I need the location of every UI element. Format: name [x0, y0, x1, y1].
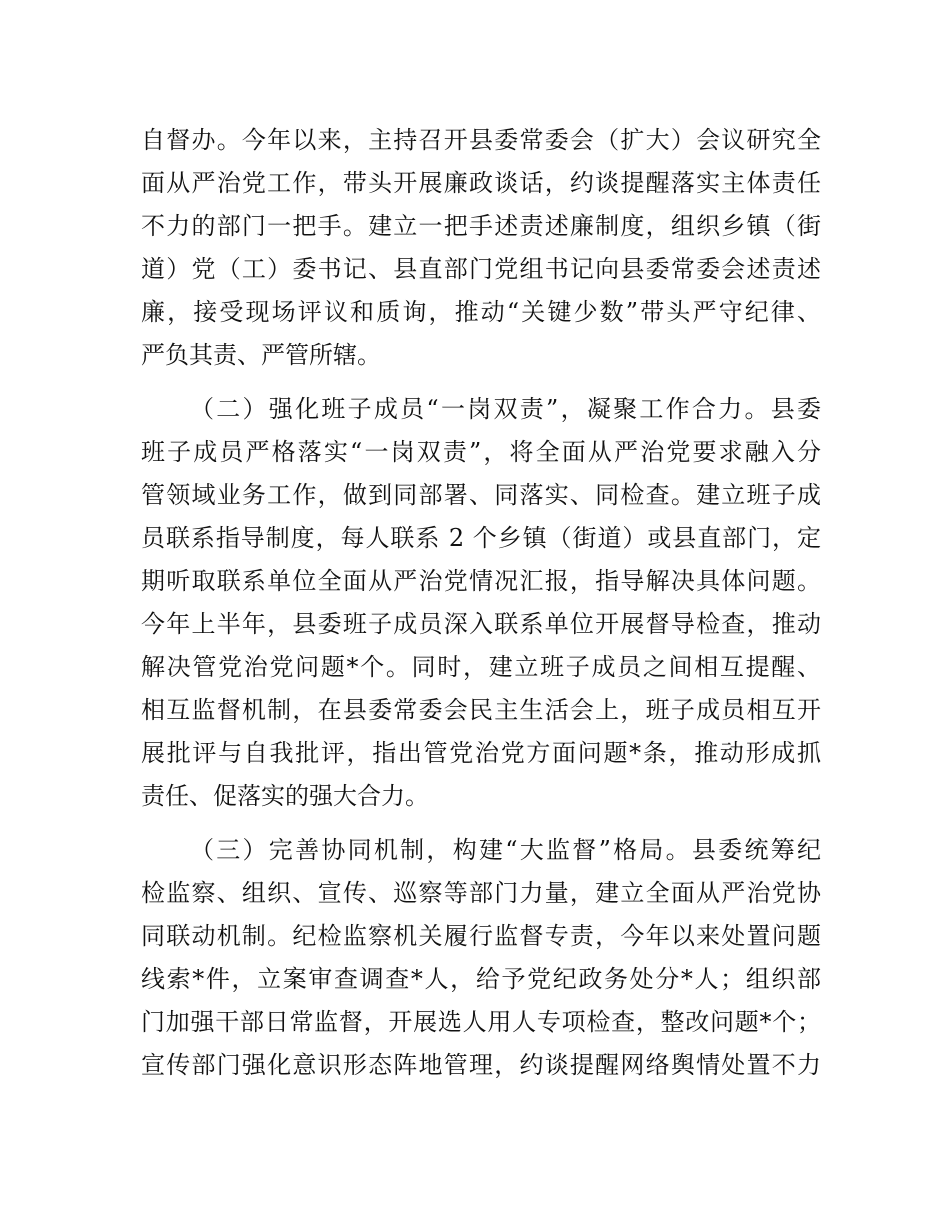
text-line: 廉，接受现场评议和质询，推动“关键少数”带头严守纪律、	[141, 298, 821, 326]
text-line: 员联系指导制度，每人联系 2 个乡镇（街道）或县直部门，定	[141, 524, 821, 552]
text-line: 门加强干部日常监督，开展选人用人专项检查，整改问题*个；	[141, 1008, 821, 1036]
text-line: 责任、促落实的强大合力。	[141, 782, 429, 810]
text-line: 严负其责、严管所辖。	[141, 341, 381, 369]
text-line: 解决管党治党问题*个。同时，建立班子成员之间相互提醒、	[141, 653, 821, 681]
text-line: 今年上半年，县委班子成员深入联系单位开展督导检查，推动	[141, 610, 821, 638]
text-line: 线索*件，立案审查调查*人，给予党纪政务处分*人；组织部	[141, 965, 821, 993]
text-line: 管领域业务工作，做到同部署、同落实、同检查。建立班子成	[141, 481, 821, 509]
text-line: 面从严治党工作，带头开展廉政谈话，约谈提醒落实主体责任	[141, 169, 821, 197]
paragraph-heading-line: （二）强化班子成员“一岗双责”，凝聚工作合力。县委	[190, 395, 821, 423]
text-line: 道）党（工）委书记、县直部门党组书记向县委常委会述责述	[141, 255, 821, 283]
text-line: 自督办。今年以来，主持召开县委常委会（扩大）会议研究全	[141, 126, 821, 154]
paragraph-heading-line: （三）完善协同机制，构建“大监督”格局。县委统筹纪	[190, 836, 821, 864]
text-line: 展批评与自我批评，指出管党治党方面问题*条，推动形成抓	[141, 739, 821, 767]
text-line: 宣传部门强化意识形态阵地管理，约谈提醒网络舆情处置不力	[141, 1051, 821, 1079]
text-line: 检监察、组织、宣传、巡察等部门力量，建立全面从严治党协	[141, 879, 821, 907]
text-line: 不力的部门一把手。建立一把手述责述廉制度，组织乡镇（街	[141, 212, 821, 240]
text-line: 期听取联系单位全面从严治党情况汇报，指导解决具体问题。	[141, 567, 821, 595]
text-line: 班子成员严格落实“一岗双责”，将全面从严治党要求融入分	[141, 438, 821, 466]
text-line: 相互监督机制，在县委常委会民主生活会上，班子成员相互开	[141, 696, 821, 724]
text-line: 同联动机制。纪检监察机关履行监督专责，今年以来处置问题	[141, 922, 821, 950]
